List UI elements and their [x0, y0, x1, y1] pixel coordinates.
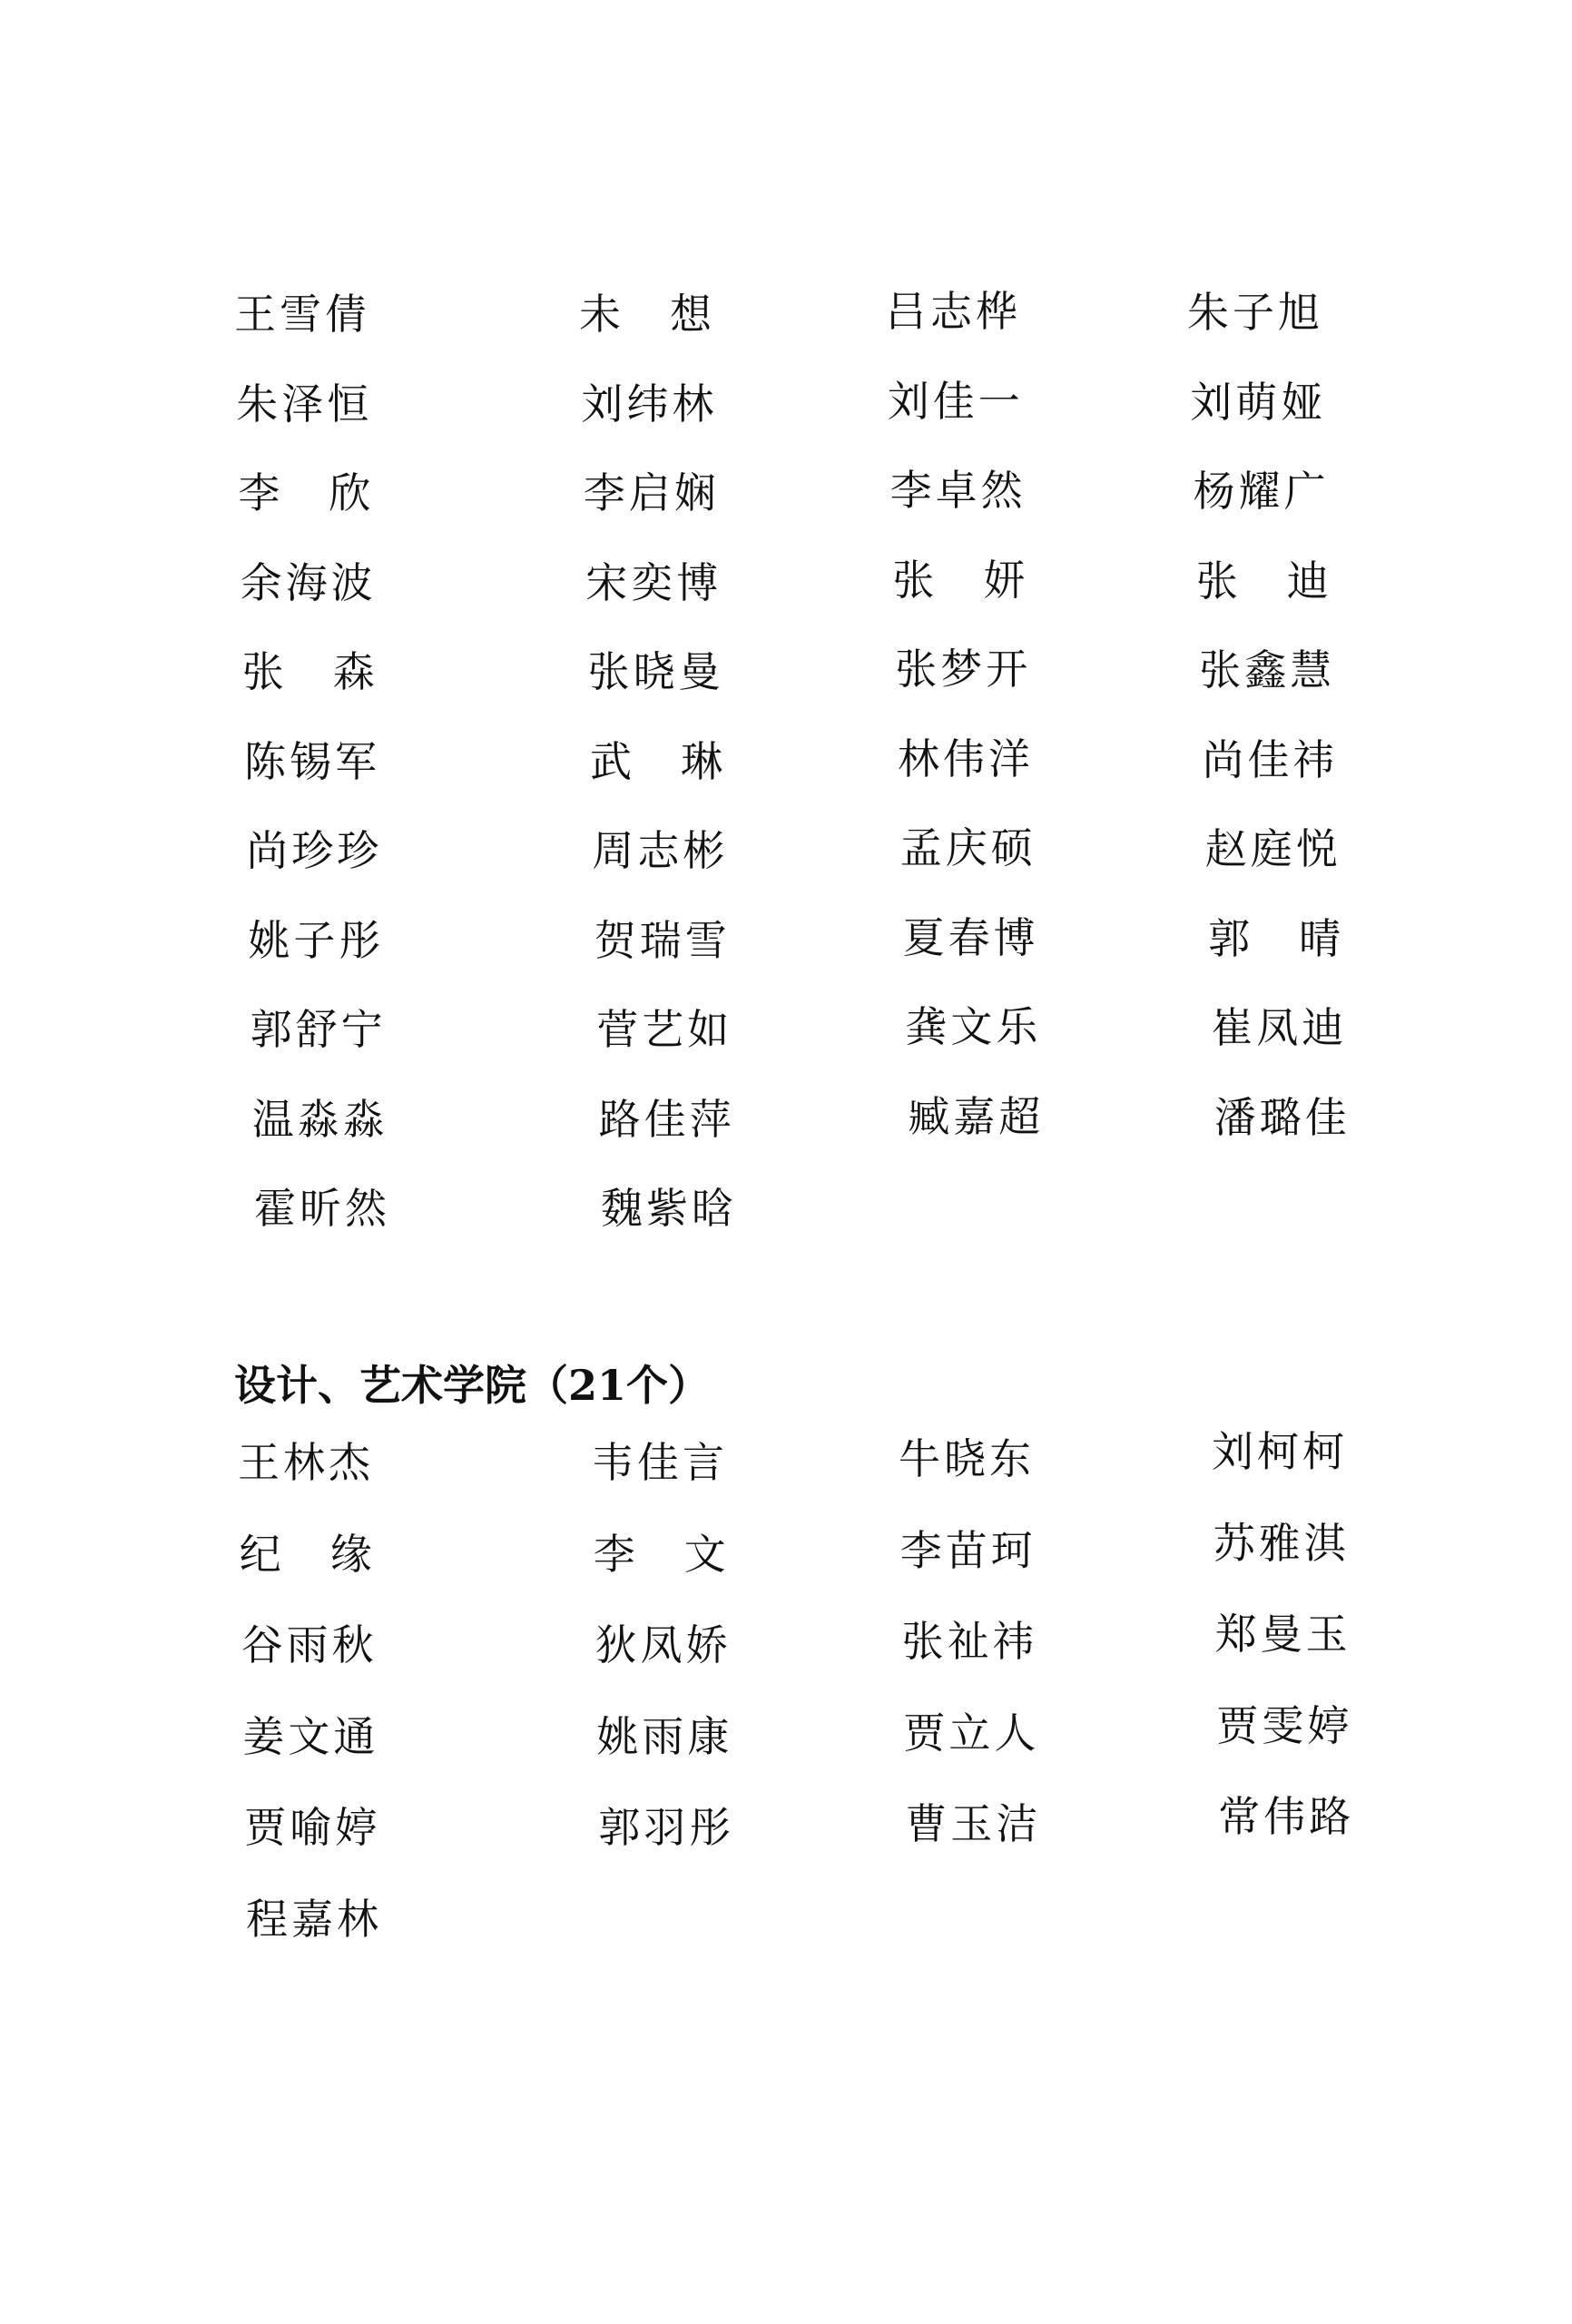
name-entry: 张 妍 — [892, 555, 1029, 605]
name-entry: 朱子旭 — [1187, 288, 1323, 337]
name-entry: 张祉祎 — [901, 1617, 1038, 1666]
name-entry: 常伟路 — [1218, 1792, 1355, 1841]
name-entry: 张梦开 — [895, 645, 1032, 694]
name-entry: 林伟洋 — [898, 734, 1034, 783]
name-entry: 苏雅淇 — [1213, 1518, 1350, 1568]
name-entry: 贾雯婷 — [1216, 1700, 1353, 1750]
name-entry: 王林杰 — [238, 1438, 374, 1487]
name-entry: 曹玉洁 — [905, 1799, 1042, 1848]
name-entry: 路佳萍 — [598, 1094, 735, 1144]
name-entry: 尚珍珍 — [246, 826, 383, 875]
name-entry: 朱泽恒 — [236, 379, 373, 428]
name-entry: 狄凤娇 — [594, 1620, 732, 1669]
name-entry: 张鑫慧 — [1199, 645, 1336, 694]
name-entry: 余海波 — [240, 557, 377, 607]
name-entry: 刘萌娅 — [1190, 377, 1327, 427]
name-entry: 纪 缘 — [239, 1529, 376, 1579]
name-entry: 温淼淼 — [251, 1094, 388, 1144]
name-entry: 杨耀广 — [1193, 467, 1330, 516]
name-entry: 菅艺如 — [596, 1005, 733, 1054]
name-entry: 未 想 — [579, 290, 715, 339]
name-entry: 牛晓东 — [899, 1434, 1035, 1483]
name-entry: 魏紫晗 — [601, 1184, 737, 1233]
name-entry: 赵庭悦 — [1204, 824, 1341, 873]
name-entry: 郭 晴 — [1208, 913, 1345, 963]
name-entry: 陈锡军 — [244, 736, 380, 786]
name-entry: 韦佳言 — [592, 1438, 728, 1487]
name-entry: 王雪倩 — [234, 290, 370, 339]
name-entry: 刘柯柯 — [1212, 1427, 1348, 1476]
name-entry: 郭羽彤 — [598, 1803, 735, 1852]
name-entry: 李卓然 — [889, 466, 1027, 515]
name-entry: 郭舒宁 — [250, 1005, 387, 1054]
name-entry: 谷雨秋 — [241, 1620, 378, 1669]
name-entry: 姚雨康 — [596, 1711, 733, 1761]
name-entry: 周志彬 — [592, 826, 729, 875]
name-entry: 潘璐佳 — [1213, 1092, 1351, 1142]
name-entry: 吕志桦 — [885, 287, 1021, 336]
name-entry: 李 欣 — [238, 468, 375, 517]
name-entry: 郑曼玉 — [1214, 1610, 1351, 1659]
name-entry: 张晓曼 — [587, 647, 724, 696]
name-entry: 李启娴 — [583, 468, 720, 517]
name-entry: 姜文通 — [242, 1711, 379, 1761]
name-entry: 武 琳 — [590, 736, 726, 786]
name-entry: 李苗珂 — [899, 1525, 1037, 1575]
name-entry: 崔凤迪 — [1211, 1003, 1348, 1052]
name-entry: 夏春博 — [902, 912, 1039, 962]
name-entry: 姚子彤 — [248, 915, 385, 965]
name-entry: 李 文 — [593, 1529, 730, 1579]
name-entry: 张 森 — [241, 647, 378, 696]
name-entry: 孟庆硕 — [899, 823, 1037, 872]
name-entry: 刘佳一 — [887, 376, 1024, 426]
name-entry: 贺瑞雪 — [594, 915, 731, 965]
name-entry: 刘纬林 — [581, 379, 718, 428]
name-entry: 宋奕博 — [585, 557, 722, 607]
name-entry: 张 迪 — [1195, 556, 1332, 606]
section-title-design-art-college: 设计、艺术学院（21个） — [234, 1361, 711, 1410]
name-entry: 尚佳祎 — [1202, 734, 1339, 784]
name-entry: 贾立人 — [903, 1708, 1040, 1758]
name-entry: 程嘉林 — [246, 1894, 382, 1944]
name-entry: 龚文乐 — [905, 1002, 1042, 1051]
name-entry: 霍昕然 — [254, 1184, 390, 1233]
name-entry: 贾喻婷 — [244, 1803, 381, 1852]
name-entry: 臧嘉超 — [908, 1091, 1045, 1141]
